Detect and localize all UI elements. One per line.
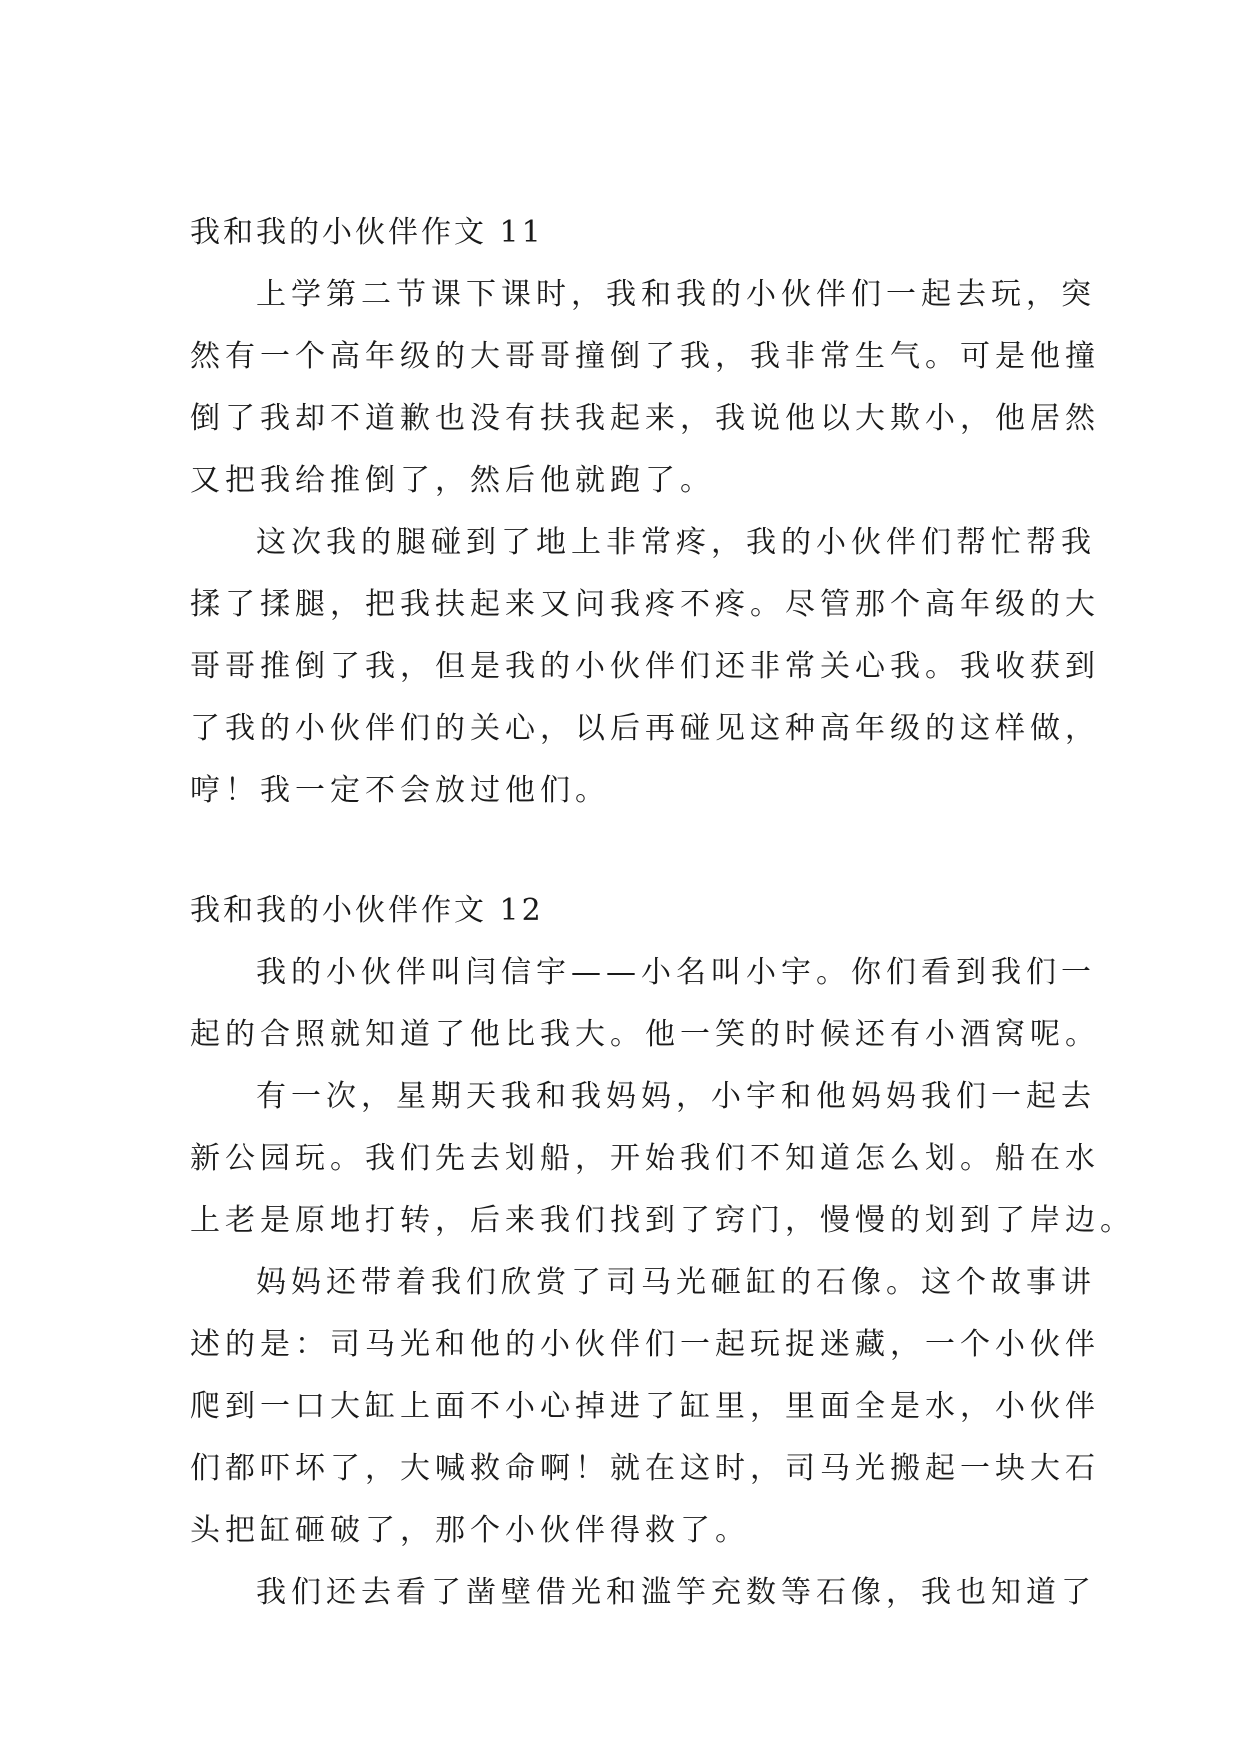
text-line: 上老是原地打转，后来我们找到了窍门，慢慢的划到了岸边。 [190, 1203, 1135, 1238]
text-line: 又把我给推倒了，然后他就跑了。 [190, 463, 715, 498]
text-line: 妈妈还带着我们欣赏了司马光砸缸的石像。这个故事讲 [256, 1265, 1096, 1300]
text-line: 头把缸砸破了，那个小伙伴得救了。 [190, 1513, 750, 1548]
essay-12-paragraph-3 [190, 1252, 1100, 1562]
text-line: 上学第二节课下课时，我和我的小伙伴们一起去玩，突 [256, 277, 1096, 312]
essay-11 [190, 202, 1100, 822]
text-line: 倒了我却不道歉也没有扶我起来，我说他以大欺小，他居然 [190, 401, 1100, 436]
essay-11-heading: 我和我的小伙伴作文 11 [190, 215, 544, 250]
text-line: 这次我的腿碰到了地上非常疼，我的小伙伴们帮忙帮我 [256, 525, 1096, 560]
essay-12 [190, 880, 1135, 1624]
text-line: 我们还去看了凿壁借光和滥竽充数等石像，我也知道了 [256, 1575, 1096, 1610]
text-line: 揉了揉腿，把我扶起来又问我疼不疼。尽管那个高年级的大 [190, 587, 1100, 622]
text-line: 我的小伙伴叫闫信宇——小名叫小宇。你们看到我们一 [256, 955, 1096, 990]
text-line: 然有一个高年级的大哥哥撞倒了我，我非常生气。可是他撞 [190, 339, 1100, 374]
text-line: 哥哥推倒了我，但是我的小伙伴们还非常关心我。我收获到 [190, 649, 1100, 684]
essay-11-paragraph-1 [190, 264, 1100, 512]
essay-12-paragraph-1 [190, 942, 1100, 1066]
document-page [190, 202, 1135, 1624]
text-line: 爬到一口大缸上面不小心掉进了缸里，里面全是水，小伙伴 [190, 1389, 1100, 1424]
text-line: 新公园玩。我们先去划船，开始我们不知道怎么划。船在水 [190, 1141, 1100, 1176]
text-line: 了我的小伙伴们的关心，以后再碰见这种高年级的这样做， [190, 711, 1100, 746]
text-line: 哼！我一定不会放过他们。 [190, 773, 610, 808]
text-line: 述的是：司马光和他的小伙伴们一起玩捉迷藏，一个小伙伴 [190, 1327, 1100, 1362]
text-line: 起的合照就知道了他比我大。他一笑的时候还有小酒窝呢。 [190, 1017, 1100, 1052]
text-line: 们都吓坏了，大喊救命啊！就在这时，司马光搬起一块大石 [190, 1451, 1100, 1486]
essay-12-heading: 我和我的小伙伴作文 12 [190, 893, 544, 928]
essay-11-paragraph-2 [190, 512, 1100, 822]
essay-12-paragraph-2 [190, 1066, 1135, 1252]
section-gap [190, 822, 1064, 880]
text-line: 有一次，星期天我和我妈妈，小宇和他妈妈我们一起去 [256, 1079, 1096, 1114]
essay-12-paragraph-4 [190, 1562, 1096, 1624]
